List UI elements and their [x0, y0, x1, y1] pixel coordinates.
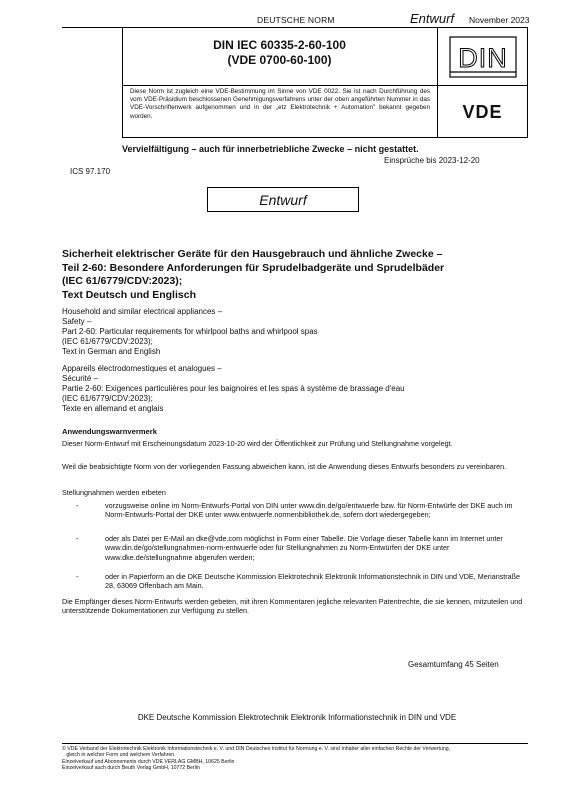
footer-line: © VDE Verband der Elektrotechnik Elektronik Informationstechnik e. V. und DIN Deutsches Institut für Normung e. V. sind Inhaber aller einfachen Rechte der Verwertung,: [62, 746, 451, 752]
title-line: Household and similar electrical appliances –: [62, 307, 223, 316]
standard-number: DIN IEC 60335-2-60-100: [213, 38, 346, 52]
title-line: Safety –: [62, 317, 92, 326]
title-line: (IEC 61/6779/CDV:2023);: [62, 394, 153, 403]
title-line: Text in German and English: [62, 347, 161, 356]
svg-text:DIN: DIN: [457, 42, 508, 73]
din-logo-icon: [448, 36, 518, 78]
dke-committee: DKE Deutsche Kommission Elektrotechnik Elektronik Informationstechnik in DIN und VDE: [137, 713, 457, 722]
warning-paragraph: Dieser Norm-Entwurf mit Erscheinungsdatum 2023-10-20 wird der Öffentlichkeit zur Prüfung und Stellungnahme vorgelegt.: [62, 439, 453, 448]
list-item: [62, 534, 532, 564]
copyright-footer: [62, 746, 532, 772]
footer-line: Einzelverkauf auch durch Beuth Verlag GmbH, 10772 Berlin: [62, 765, 200, 772]
title-line: Sicherheit elektrischer Geräte für den Hausgebrauch und ähnliche Zwecke –: [62, 248, 443, 260]
title-line: Part 2-60: Particular requirements for whirlpool baths and whirlpool spas: [62, 327, 318, 336]
standard-number-block: [122, 38, 437, 68]
title-english: [62, 307, 532, 357]
list-dash: -: [76, 501, 79, 510]
list-dash: -: [76, 534, 79, 543]
title-line: (IEC 61/6779/CDV:2023);: [62, 337, 153, 346]
ics-code: ICS 97.170: [70, 167, 111, 176]
vde-statement: Diese Norm ist zugleich eine VDE-Bestimmung im Sinne von VDE 0022. Sie ist nach Durchführung des vom VDE-Präsidium beschlossenen Genehmigungsverfahrens unter der oben angeführten Nummer in das VDE-Vorschriftenwerk aufgenommen und in der „etz Elektrotechnik + Automation" bekannt gegeben worden.: [130, 88, 430, 120]
title-line: Appareils électrodomestiques et analogues –: [62, 364, 222, 373]
vde-logo: VDE: [462, 101, 503, 122]
objection-deadline: Einsprüche bis 2023-12-20: [384, 156, 480, 165]
list-item-text: vorzugsweise online im Norm-Entwurfs-Portal von DIN unter www.din.de/go/entwuerfe bzw. für Norm-Entwürfe der DKE auch im Norm-Entwurfs-Portal der DKE unter www.entwuerfe.normenbibliothek.de, sofern dort wiedergegeben;: [105, 501, 513, 520]
patent-notice: Die Empfänger dieses Norm-Entwurfs werden gebeten, mit ihren Kommentaren jegliche relevanten Patentrechte, die sie kennen, mitzuteilen und unterstützende Dokumentationen zur Verfügung zu stellen.: [62, 597, 523, 616]
document-type-label: DEUTSCHE NORM: [257, 15, 335, 25]
warning-heading: Anwendungswarnvermerk: [62, 427, 157, 436]
list-item: [62, 501, 532, 531]
title-french: [62, 364, 532, 414]
reproduction-notice: Vervielfältigung – auch für innerbetriebliche Zwecke – nicht gestattet.: [122, 144, 419, 154]
title-line: (IEC 61/6779/CDV:2023);: [62, 275, 183, 288]
total-pages: Gesamtumfang 45 Seiten: [408, 660, 499, 669]
draft-label: Entwurf: [410, 11, 455, 26]
warning-paragraph: Stellungnahmen werden erbeten: [62, 488, 166, 497]
title-german: [62, 248, 532, 302]
vde-number: (VDE 0700-60-100): [227, 53, 332, 67]
title-line: Text Deutsch und Englisch: [62, 288, 196, 301]
title-line: Teil 2-60: Besondere Anforderungen für Sprudelbadgeräte und Sprudelbäder: [62, 261, 445, 274]
din-logo: [437, 30, 528, 83]
footer-rule: [62, 743, 528, 744]
list-dash: -: [76, 572, 79, 581]
footer-line: Einzelverkauf und Abonnements durch VDE VERLAG GMBH, 10625 Berlin: [62, 758, 235, 765]
list-item-text: oder als Datei per E-Mail an dke@vde.com möglichst in Form einer Tabelle. Die Vorlage dieser Tabelle kann im Internet unter www.din.de/go/stellungnahmen-norm-entwuerfe oder für Stellungnahmen zu Norm-Entwürfen der DKE unter www.dke.de/stellungnahme abgerufen werden;: [105, 534, 503, 562]
list-item: [62, 572, 532, 592]
list-item-text: oder in Papierform an die DKE Deutsche Kommission Elektrotechnik Elektronik Informationstechnik in DIN und VDE, Merianstraße 28, 63069 Offenbach am Main.: [105, 572, 521, 591]
footer-line: gleich in welcher Form und welchem Verfahren.: [62, 752, 176, 759]
publication-date: November 2023: [469, 15, 530, 25]
title-line: Texte en allemand et anglais: [62, 404, 164, 413]
title-line: Partie 2-60: Exigences particulières pour les baignoires et les spas à système de brassage d'eau: [62, 384, 405, 393]
title-line: Sécurité –: [62, 374, 99, 383]
warning-paragraph: Weil die beabsichtigte Norm von der vorliegenden Fassung abweichen kann, ist die Anwendung dieses Entwurfs besonders zu vereinbaren.: [62, 462, 507, 471]
draft-box: Entwurf: [207, 187, 359, 212]
